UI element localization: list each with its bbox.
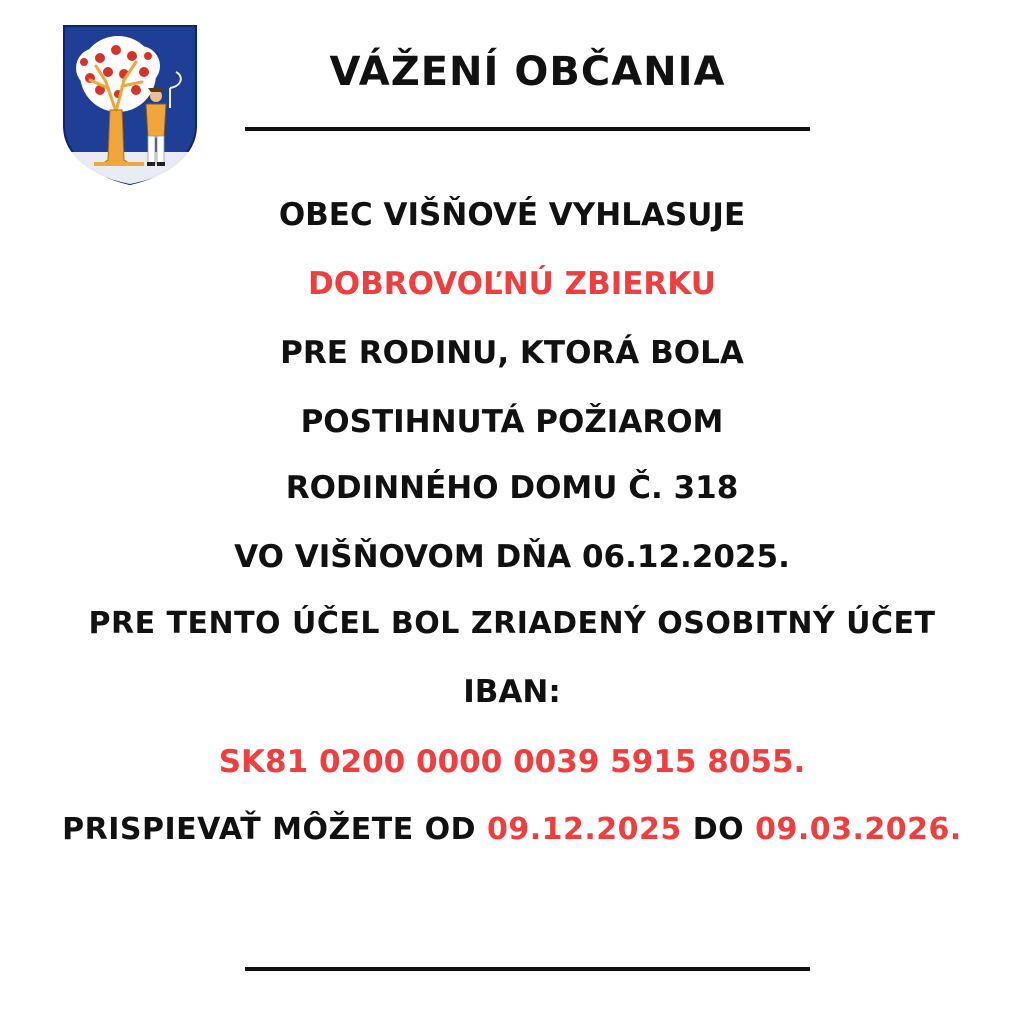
contribution-period (0, 808, 1024, 852)
contribution-prefix: PRISPIEVAŤ MÔŽETE OD (62, 812, 477, 847)
coat-of-arms-icon (60, 22, 200, 186)
page-title: VÁŽENÍ OBČANIA (329, 49, 726, 95)
date-connector: DO (692, 812, 745, 847)
iban-number: SK81 0200 0000 0039 5915 8055. (218, 744, 806, 780)
announcement-line-6: VO VIŠŇOVOM DŇA 06.12.2025. (234, 539, 790, 575)
announcement-line-7: PRE TENTO ÚČEL BOL ZRIADENÝ OSOBITNÝ ÚČET (88, 606, 936, 641)
top-divider (245, 127, 810, 131)
announcement-line-3: PRE RODINU, KTORÁ BOLA (280, 335, 744, 371)
announcement-line-1: OBEC VIŠŇOVÉ VYHLASUJE (278, 197, 746, 233)
announcement-line-5: RODINNÉHO DOMU Č. 318 (285, 470, 739, 506)
date-from: 09.12.2025 (487, 812, 682, 847)
date-to: 09.03.2026. (755, 812, 962, 847)
bottom-divider (245, 967, 810, 971)
announcement-line-4: POSTIHNUTÁ POŽIAROM (300, 404, 724, 440)
collection-title: DOBROVOĽNÚ ZBIERKU (308, 266, 716, 302)
iban-label: IBAN: (463, 674, 561, 710)
